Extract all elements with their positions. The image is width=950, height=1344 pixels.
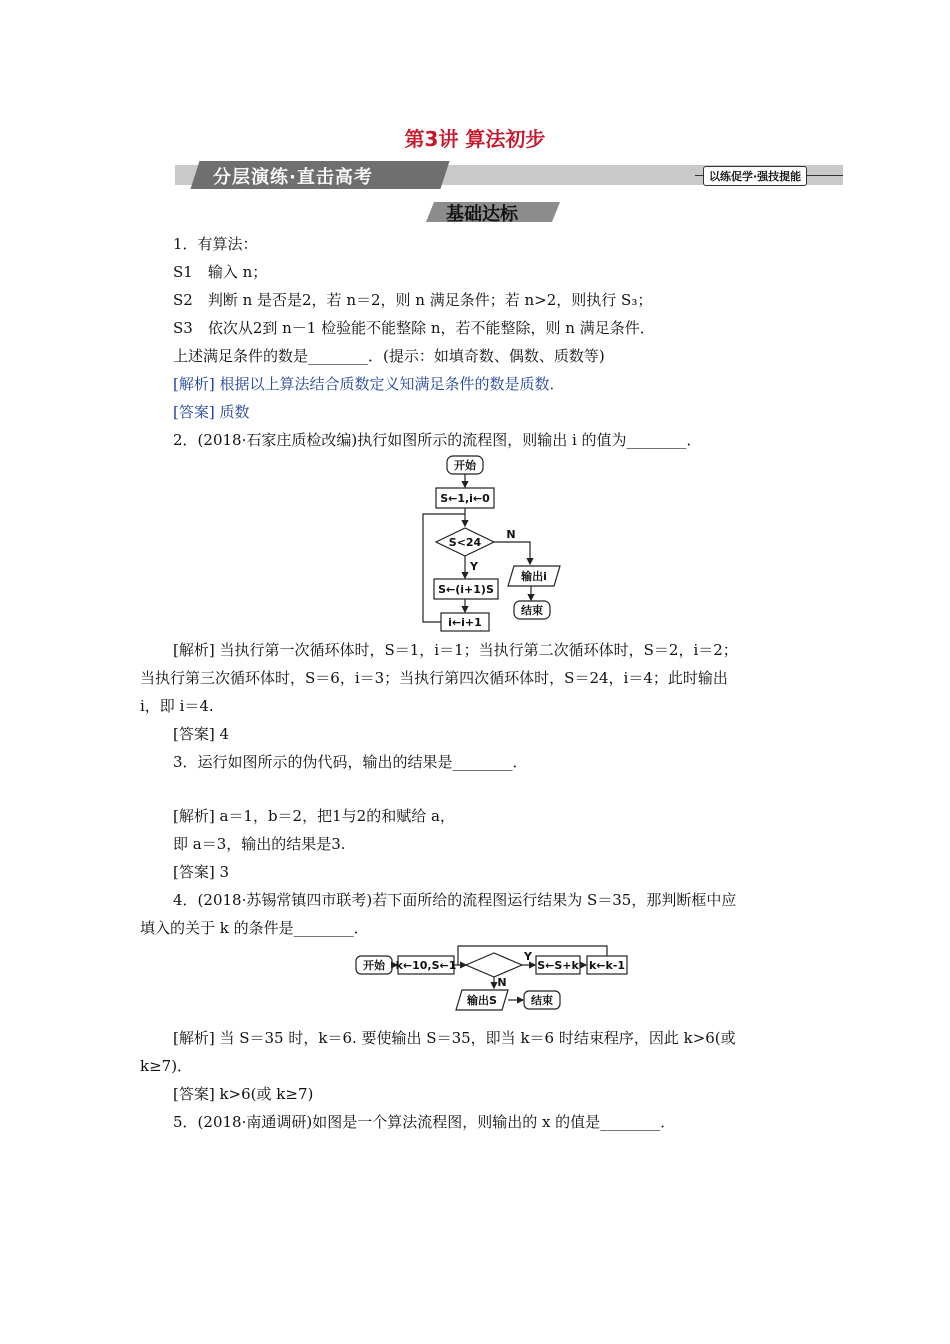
q4-analysis-1: [解析] 当 S＝35 时，k＝6. 要使输出 S＝35，即当 k＝6 时结束程序，因此 k>6(或 bbox=[173, 1029, 736, 1047]
q2-yes-label: Y bbox=[470, 560, 478, 573]
q4-start-label: 开始 bbox=[363, 959, 385, 972]
q1-step-3: S3 依次从2到 n－1 检验能不能整除 n，若不能整除，则 n 满足条件． bbox=[173, 319, 655, 337]
q2-analysis-3: i，即 i＝4. bbox=[140, 697, 214, 715]
q4-question-1: 4．(2018·苏锡常镇四市联考)若下面所给的流程图运行结果为 S＝35，那判断框中应 bbox=[173, 891, 737, 909]
q2-no-line bbox=[494, 542, 530, 564]
q2-end-label: 结束 bbox=[521, 604, 543, 617]
q2-output-label: 输出i bbox=[521, 570, 547, 583]
q1-intro: 1．有算法： bbox=[173, 235, 258, 253]
q2-analysis-2: 当执行第三次循环体时，S＝6，i＝3；当执行第四次循环体时，S＝24，i＝4；此时输出 bbox=[140, 669, 728, 687]
q4-analysis-2: k≥7)． bbox=[140, 1057, 193, 1075]
q2-answer: [答案] 4 bbox=[173, 725, 230, 743]
subsection-heading bbox=[422, 200, 562, 226]
q2-no-label: N bbox=[506, 528, 516, 541]
q3-analysis-1: [解析] a＝1，b＝2，把1与2的和赋给 a， bbox=[173, 807, 455, 825]
q4-update-s-label: S←S+k bbox=[537, 959, 579, 972]
q4-yes-label: Y bbox=[524, 950, 532, 963]
q4-output-label: 输出S bbox=[467, 994, 497, 1007]
q1-analysis: [解析] 根据以上算法结合质数定义知满足条件的数是质数． bbox=[173, 375, 565, 393]
q2-init-label: S←1,i←0 bbox=[440, 492, 490, 505]
q4-flowchart bbox=[352, 942, 632, 1018]
q4-update-k-label: k←k-1 bbox=[588, 959, 626, 972]
q2-question: 2．(2018·石家庄质检改编)执行如图所示的流程图，则输出 i 的值为________． bbox=[173, 431, 702, 449]
q4-condition-diamond bbox=[466, 953, 522, 977]
q1-step-2: S2 判断 n 是否是2，若 n＝2，则 n 满足条件；若 n>2，则执行 S₃； bbox=[173, 291, 653, 309]
q4-init-label: k←10,S←1 bbox=[395, 959, 457, 972]
banner-left-text: 分层演练·直击高考 bbox=[213, 167, 373, 188]
section-banner bbox=[175, 161, 843, 187]
q4-no-label: N bbox=[497, 976, 507, 989]
q4-question-2: 填入的关于 k 的条件是________． bbox=[140, 919, 369, 937]
q2-condition-label: S<24 bbox=[448, 536, 482, 549]
q3-answer: [答案] 3 bbox=[173, 863, 230, 881]
q2-analysis-1: [解析] 当执行第一次循环体时，S＝1，i＝1；当执行第二次循环体时，S＝2，i＝2； bbox=[173, 641, 738, 659]
q3-question: 3．运行如图所示的伪代码，输出的结果是________． bbox=[173, 753, 528, 771]
q2-flowchart bbox=[410, 452, 570, 634]
q3-analysis-2: 即 a＝3，输出的结果是3. bbox=[173, 835, 346, 853]
q5-question: 5．(2018·南通调研)如图是一个算法流程图，则输出的 x 的值是________． bbox=[173, 1113, 676, 1131]
q4-end-label: 结束 bbox=[531, 994, 553, 1007]
q4-loop-line bbox=[458, 946, 607, 965]
q2-start-label: 开始 bbox=[454, 459, 476, 472]
page-title: 第3讲 算法初步 bbox=[404, 127, 546, 151]
q2-update-i-label: i←i+1 bbox=[448, 616, 482, 629]
q1-question: 上述满足条件的数是________．(提示：如填奇数、偶数、质数等) bbox=[173, 347, 605, 365]
q2-update-s-label: S←(i+1)S bbox=[438, 583, 494, 596]
q1-answer: [答案] 质数 bbox=[173, 403, 250, 421]
q1-step-1: S1 输入 n； bbox=[173, 263, 268, 281]
subsection-heading-text: 基础达标 bbox=[446, 204, 518, 225]
q4-answer: [答案] k>6(或 k≥7) bbox=[173, 1085, 314, 1103]
banner-right-text: 以练促学·强技提能 bbox=[703, 166, 807, 186]
q2-loop-line bbox=[423, 514, 465, 622]
